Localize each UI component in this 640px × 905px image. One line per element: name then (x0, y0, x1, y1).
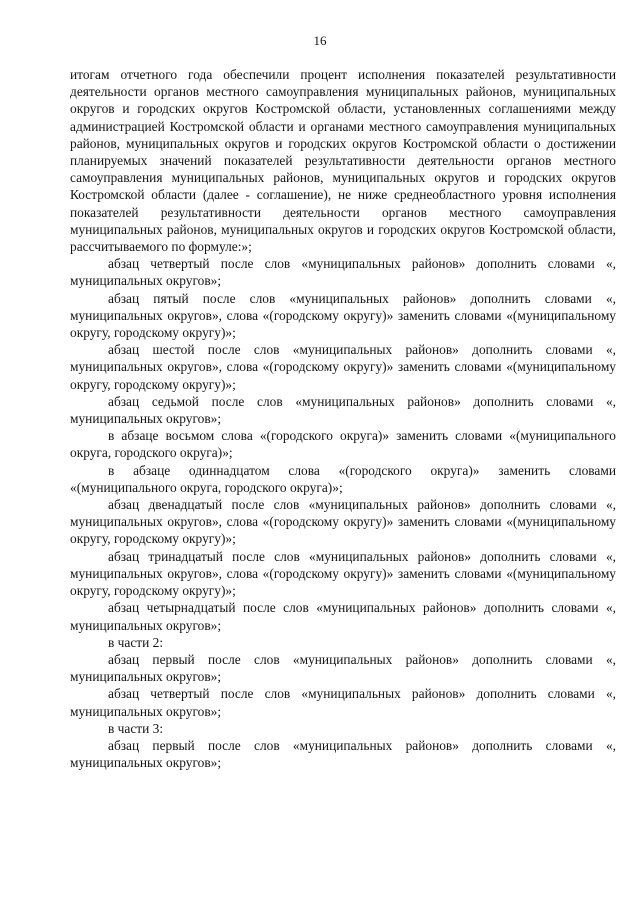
paragraph: абзац шестой после слов «муниципальных районов» дополнить словами «, муниципальных округов», слова «(городскому округу)» заменить словами «(муниципальному округу, городскому округу)»; (70, 342, 616, 392)
paragraph: абзац четырнадцатый после слов «муниципальных районов» дополнить словами «, муниципальных округов»; (70, 600, 616, 633)
body-text (70, 66, 616, 771)
page-number: 16 (313, 33, 327, 48)
paragraph: абзац первый после слов «муниципальных районов» дополнить словами «, муниципальных округов»; (70, 651, 616, 685)
paragraph: абзац тринадцатый после слов «муниципальных районов» дополнить словами «, муниципальных округов», слова «(городскому округу)» заменить словами «(муниципальному округу, городскому округу)»; (70, 548, 616, 599)
paragraph: абзац четвертый после слов «муниципальных районов» дополнить словами «, муниципальных округов»; (70, 686, 616, 719)
section-heading: в части 3: (108, 720, 164, 736)
section-heading: в части 2: (108, 634, 164, 650)
paragraph: абзац пятый после слов «муниципальных районов» дополнить словами «, муниципальных округов», слова «(городскому округу)» заменить словами «(муниципальному округу, городскому округу)»; (70, 290, 616, 341)
paragraph: абзац первый после слов «муниципальных районов» дополнить словами «, муниципальных округов»; (70, 737, 616, 771)
paragraph: в абзаце восьмом слова «(городского округа)» заменить словами «(муниципального округа, городского округа)»; (70, 428, 616, 461)
paragraph: в абзаце одиннадцатом слова «(городского округа)» заменить словами «(муниципального округа, городского округа)»; (70, 462, 616, 495)
paragraph: абзац двенадцатый после слов «муниципальных районов» дополнить словами «, муниципальных округов», слова «(городскому округу)» заменить словами «(муниципальному округу, городскому округу)»; (70, 497, 616, 547)
paragraph-continuation: итогам отчетного года обеспечили процент исполнения показателей результативности деятельности органов местного самоуправления муниципальных районов, муниципальных округов и городских округов Костромской области, установленных соглашениями между администрацией Костромской области и органами местного самоуправления муниципальных районов, муниципальных округов и городских округов Костромской области о достижении планируемых значений показателей результативности деятельности органов местного самоуправления муниципальных районов, муниципальных округов и городских округов Костромской области (далее - соглашение), не ниже среднеобластного уровня исполнения показателей результативности деятельности органов местного самоуправления муниципальных районов, муниципальных округов и городских округов Костромской области, рассчитываемого по формуле:»; (70, 67, 616, 255)
paragraph: абзац седьмой после слов «муниципальных районов» дополнить словами «, муниципальных округов»; (70, 393, 616, 427)
paragraph: абзац четвертый после слов «муниципальных районов» дополнить словами «, муниципальных округов»; (70, 256, 616, 289)
